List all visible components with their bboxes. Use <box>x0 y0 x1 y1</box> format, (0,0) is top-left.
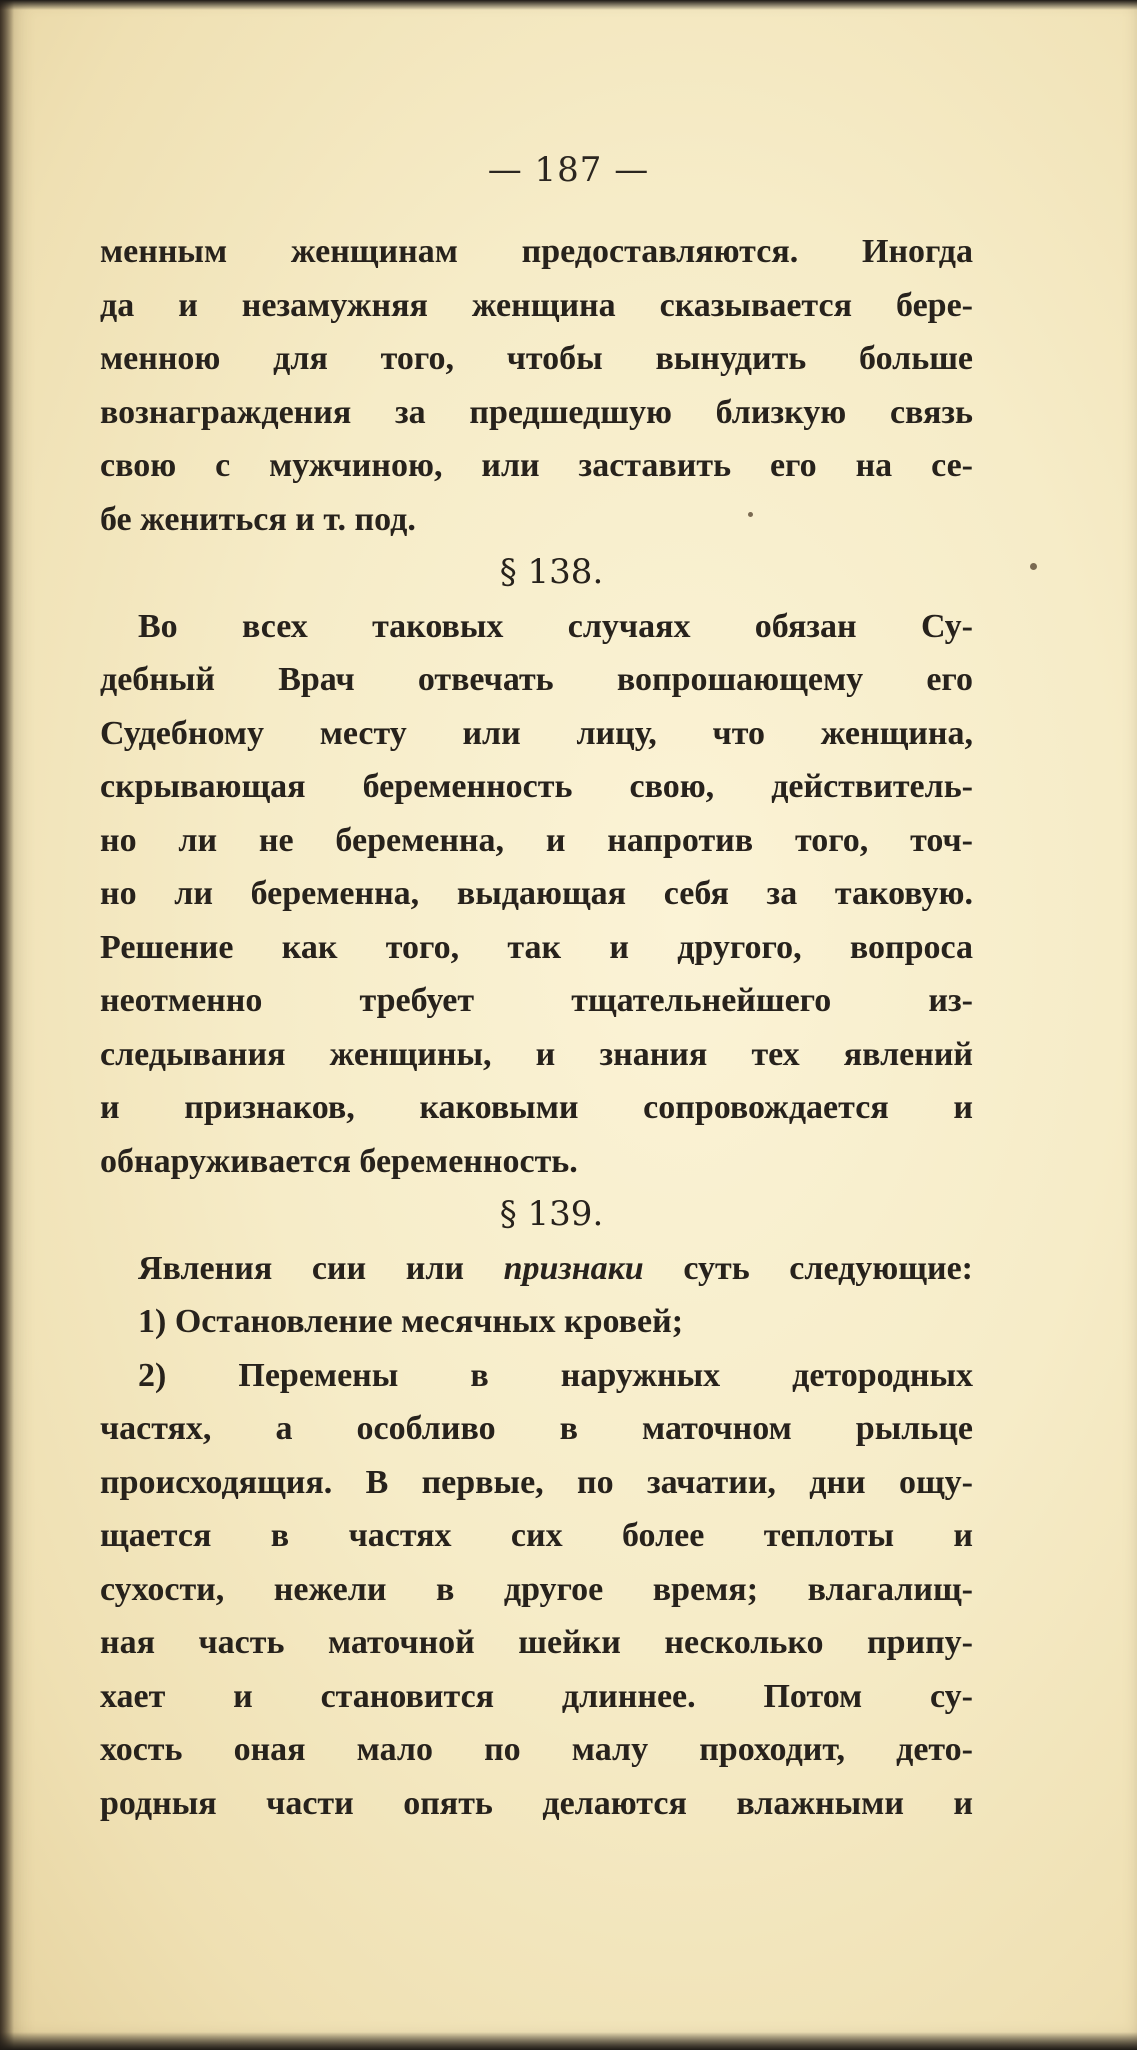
page-text <box>100 225 973 1830</box>
text-line: частях, а особливо в маточном рыльце <box>100 1410 973 1447</box>
text-line: менною для того, чтобы вынудить больше <box>100 340 973 377</box>
text-line: щается в частях сих более теплоты и <box>100 1517 973 1554</box>
text-line: да и незамужняя женщина сказывается бере- <box>100 286 973 324</box>
list-item-2: 2) Перемены в наружных детородных <box>138 1356 973 1394</box>
text-line: следывания женщины, и знания тех явлений <box>100 1035 973 1073</box>
text-line: свою с мужчиною, или заставить его на се- <box>100 447 973 484</box>
text-line: бе жениться и т. под. <box>100 500 416 538</box>
italic-term: признаки <box>503 1249 644 1287</box>
text-line: неотменно требует тщательнейшего из- <box>100 982 973 1019</box>
paper-speck <box>1030 563 1037 570</box>
text-line: хает и становится длиннее. Потом су- <box>100 1677 973 1715</box>
text-span: суть следующие: <box>683 1249 973 1287</box>
text-line: хость оная мало по малу проходит, дето- <box>100 1731 973 1768</box>
text-line: дебный Врач отвечать вопрошающему его <box>100 661 973 698</box>
text-line: но ли не беременна, и напротив того, точ- <box>100 821 973 859</box>
paragraph-1 <box>100 225 973 546</box>
section-heading-139: § 139. <box>499 1194 604 1234</box>
text-line: Во всех таковых случаях обязан Су- <box>138 607 973 645</box>
text-line: обнаруживается беременность. <box>100 1142 578 1180</box>
paragraph-3 <box>100 1242 973 1831</box>
list-item-1: 1) Остановление месячных кровей; <box>138 1303 684 1340</box>
text-line <box>100 1242 973 1296</box>
paragraph-2 <box>100 600 973 1189</box>
page-top-edge <box>0 0 1137 10</box>
text-line: ная часть маточной шейки несколько припу- <box>100 1624 973 1661</box>
page-number: — 187 — <box>487 150 650 190</box>
text-line: Решение как того, так и другого, вопроса <box>100 928 973 966</box>
section-heading-138: § 138. <box>499 552 604 592</box>
page-bottom-edge <box>0 2032 1137 2050</box>
text-line: сухости, нежели в другое время; влагалищ- <box>100 1570 973 1608</box>
text-line: родныя части опять делаются влажными и <box>100 1784 973 1822</box>
text-line: Судебному месту или лицу, что женщина, <box>100 714 973 752</box>
text-line: и признаков, каковыми сопровождается и <box>100 1089 973 1126</box>
text-line: скрывающая беременность свою, действитель- <box>100 768 973 805</box>
page-spine-shadow <box>0 0 14 2050</box>
text-line: происходящия. В первые, по зачатии, дни ощу- <box>100 1463 973 1501</box>
text-line: менным женщинам предоставляются. Иногда <box>100 233 973 270</box>
text-span: Явления сии или <box>138 1249 464 1287</box>
text-line: но ли беременна, выдающая себя за таковую. <box>100 875 973 912</box>
text-line: вознаграждения за предшедшую близкую связь <box>100 393 973 431</box>
